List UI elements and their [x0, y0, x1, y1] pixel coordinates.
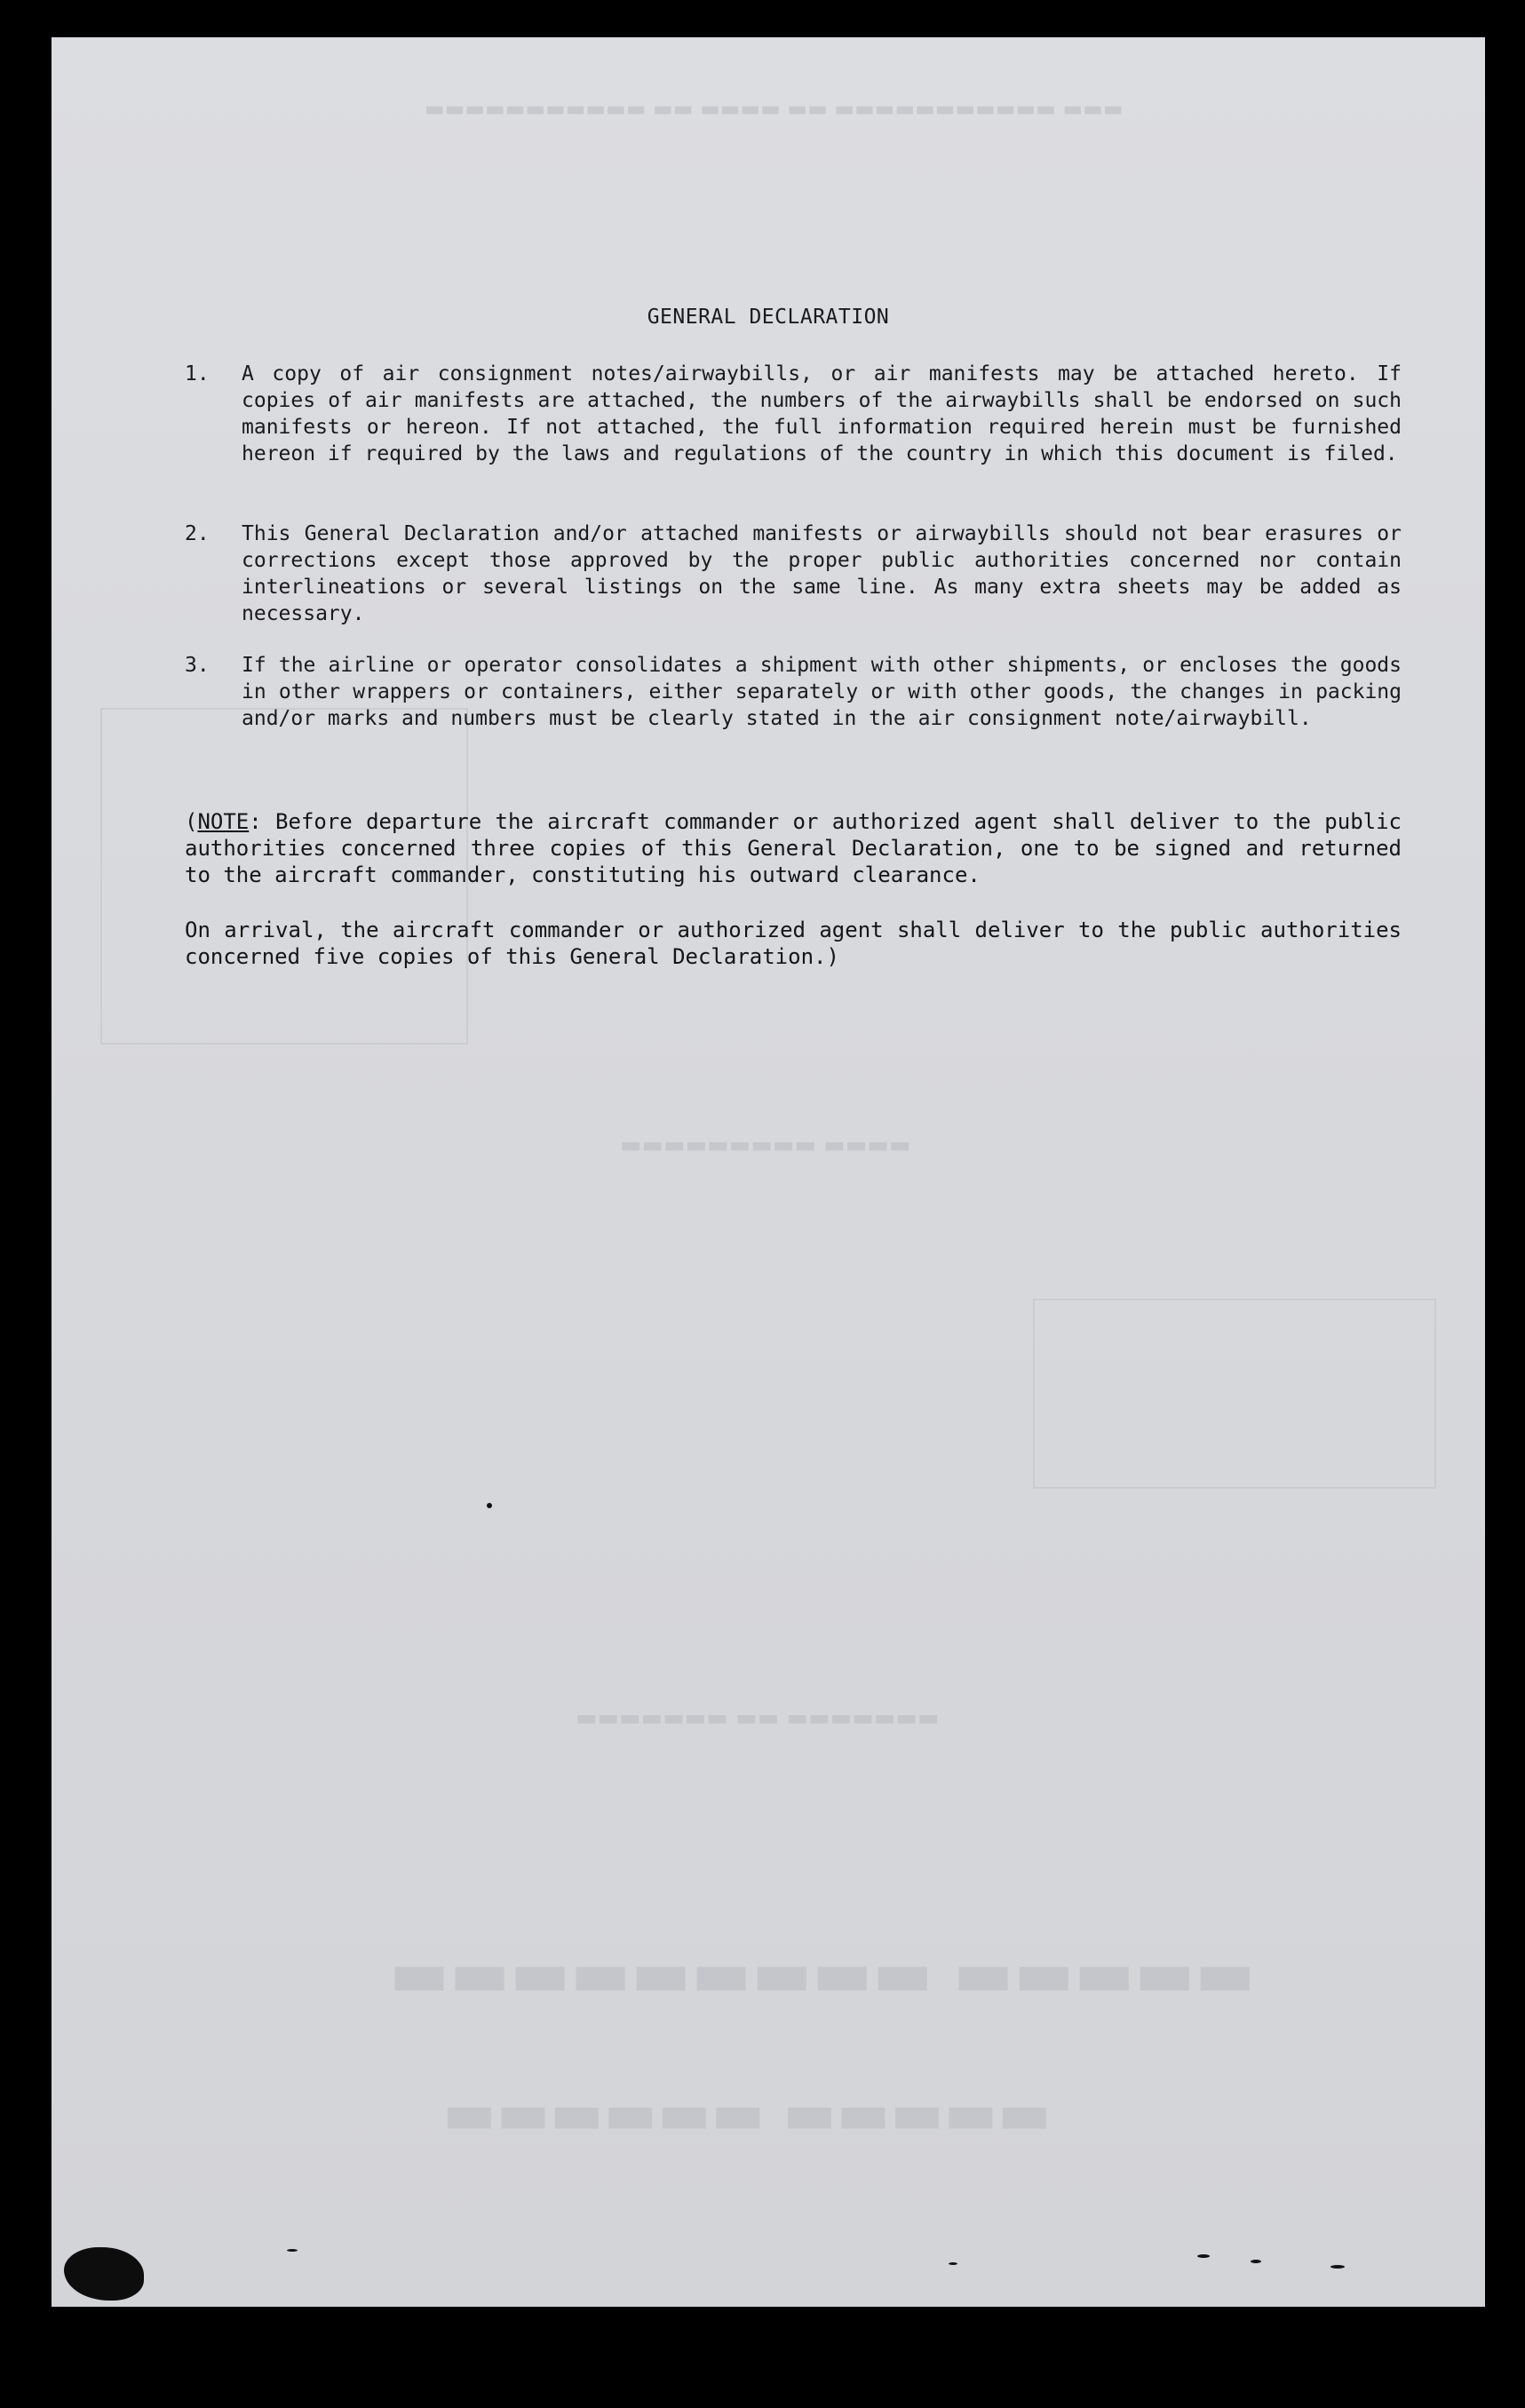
document-title: GENERAL DECLARATION: [647, 306, 890, 329]
scan-speck: [1330, 2265, 1345, 2269]
bleed-through-heading-large: ▬▬▬▬▬ ▬▬▬▬▬▬▬▬▬: [389, 1947, 1256, 2022]
item-number: 2.: [185, 522, 210, 545]
departure-note: [185, 808, 1402, 888]
bleed-through-box-right: [1033, 1299, 1436, 1489]
bleed-through-subheading: ▬▬▬▬▬▬▬ ▬▬ ▬▬▬▬▬▬▬: [576, 1707, 940, 1734]
document-page: [52, 37, 1485, 2307]
note-open-paren: (: [185, 809, 198, 834]
bleed-through-heading-lower: ▬▬▬▬▬ ▬▬▬▬▬▬: [442, 2089, 1052, 2155]
instruction-item-1: [185, 361, 1402, 467]
bleed-through-crew-heading: ▬▬▬▬ ▬▬▬▬▬▬▬▬▬: [620, 1134, 911, 1161]
item-text: If the airline or operator consolidates a shipment with other shipments, or encloses the goods in other wrappers or containers, either separately or with other goods, the changes in packing and/or marks and numbers must be clearly stated in the air consignment note/airwaybill.: [242, 654, 1402, 730]
bleed-through-top-line: ▬▬▬ ▬▬▬▬▬▬▬▬▬▬▬ ▬▬ ▬▬▬▬ ▬▬ ▬▬▬▬▬▬▬▬▬▬▬: [425, 99, 1124, 124]
scan-speck: [949, 2262, 957, 2265]
item-number: 1.: [185, 362, 210, 385]
instruction-item-3: [185, 652, 1402, 732]
scan-speck: [487, 1503, 492, 1508]
arrival-note: On arrival, the aircraft commander or authorized agent shall deliver to the public authorities concerned five copies of this General Declaration.): [185, 918, 1402, 969]
note-text: : Before departure the aircraft commander or authorized agent shall deliver to the public authorities concerned three copies of this General Declaration, one to be signed and returned to the aircraft commander, constituting his outward clearance.: [185, 809, 1402, 887]
item-text: A copy of air consignment notes/airwaybills, or air manifests may be attached hereto. If copies of air manifests are attached, the numbers of the airwaybills shall be endorsed on such manifests or hereon. If not attached, the full information required herein must be furnished hereon if required by the laws and regulations of the country in which this document is filed.: [242, 362, 1402, 465]
instruction-item-2: [185, 521, 1402, 627]
note-label: NOTE: [197, 809, 250, 834]
scan-speck: [1197, 2254, 1210, 2258]
item-number: 3.: [185, 654, 210, 677]
item-text: This General Declaration and/or attached manifests or airwaybills should not bear erasures or corrections except those approved by the proper public authorities concerned nor contain interlineations or several listings on the same line. As many extra sheets may be added as necessary.: [242, 522, 1402, 625]
scan-speck: [1251, 2260, 1261, 2263]
scan-speck: [287, 2249, 298, 2252]
